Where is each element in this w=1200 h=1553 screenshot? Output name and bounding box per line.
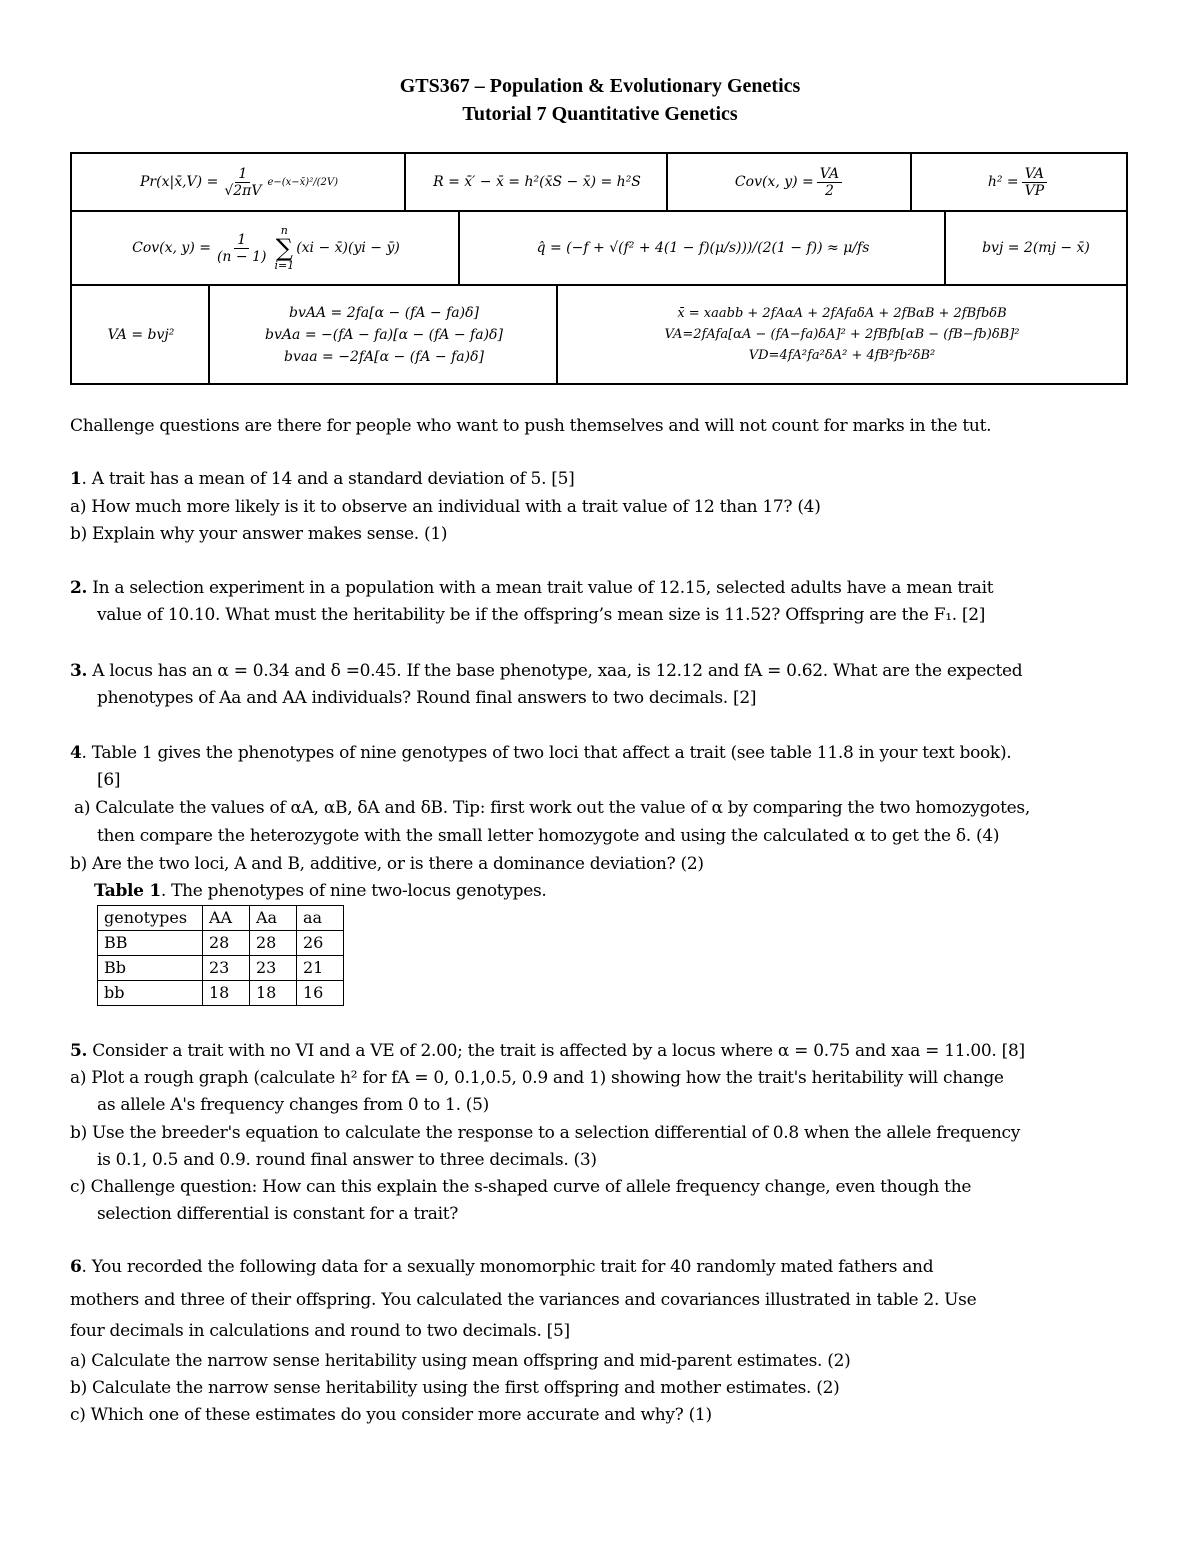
formula-row-3 bbox=[70, 284, 1128, 385]
formula-two-locus bbox=[558, 286, 1126, 383]
table-row bbox=[98, 981, 344, 1006]
table-cell: BB bbox=[98, 931, 203, 956]
table-caption bbox=[94, 881, 547, 901]
q2-line2: value of 10.10. What must the heritability be if the offspring’s mean size is 11.52? Offspring are the F₁. [2] bbox=[97, 605, 986, 625]
table-cell: 16 bbox=[297, 981, 344, 1006]
table-header-cell: Aa bbox=[250, 906, 297, 931]
formula-row-1 bbox=[70, 152, 1128, 212]
q4-a1: a) Calculate the values of αA, αB, δA and δB. Tip: first work out the value of α by comparing the two homozygotes, bbox=[74, 798, 1030, 818]
q5-stem bbox=[70, 1041, 1025, 1061]
formula-row-2 bbox=[70, 210, 1128, 286]
q6-line2: mothers and three of their offspring. You calculated the variances and covariances illustrated in table 2. Use bbox=[70, 1290, 977, 1310]
q2-line1: In a selection experiment in a population with a mean trait value of 12.15, selected adults have a mean trait bbox=[87, 578, 994, 598]
table-row bbox=[98, 931, 344, 956]
table-cell: 28 bbox=[203, 931, 250, 956]
h2-lhs: h² = bbox=[987, 174, 1019, 190]
table-header-cell: AA bbox=[203, 906, 250, 931]
q5-a1: a) Plot a rough graph (calculate h² for fA = 0, 0.1,0.5, 0.9 and 1) showing how the trait's heritability will change bbox=[70, 1068, 1004, 1088]
q5-number: 5. bbox=[70, 1041, 88, 1061]
h2-numerator: VA bbox=[1022, 166, 1047, 183]
q3-line1: A locus has an α = 0.34 and δ =0.45. If the base phenotype, xaa, is 12.12 and fA = 0.62. What are the expected bbox=[87, 661, 1023, 681]
table-row bbox=[98, 956, 344, 981]
q1-b: b) Explain why your answer makes sense. (1) bbox=[70, 524, 448, 544]
q5-a2: as allele A's frequency changes from 0 to 1. (5) bbox=[97, 1095, 489, 1115]
cov-sum-body: (xi − x̄)(yi − ȳ) bbox=[296, 240, 400, 256]
h2-fraction bbox=[1022, 166, 1048, 199]
sum-upper-limit: n bbox=[280, 224, 288, 237]
table-cell: 21 bbox=[297, 956, 344, 981]
formula-response: R = x̄′ − x̄ = h²(x̄S − x̄) = h²S bbox=[433, 174, 641, 190]
formula-breeding-value: bvj = 2(mj − x̄) bbox=[982, 240, 1090, 256]
q1-a: a) How much more likely is it to observe an individual with a trait value of 12 than 17? (4) bbox=[70, 497, 821, 517]
q1-text: . A trait has a mean of 14 and a standard deviation of 5. [5] bbox=[81, 469, 575, 489]
bv-aa: bvaa = −2fA[α − (fA − fa)δ] bbox=[284, 348, 484, 365]
q2-stem bbox=[70, 578, 993, 598]
cov-va-denominator: 2 bbox=[824, 182, 834, 199]
bv-AA: bvAA = 2fa[α − (fA − fa)δ] bbox=[289, 304, 479, 321]
q6-b: b) Calculate the narrow sense heritability using the first offspring and mother estimates. (2) bbox=[70, 1378, 840, 1398]
q5-c1: c) Challenge question: How can this explain the s-shaped curve of allele frequency change, even though the bbox=[70, 1177, 972, 1197]
prob-fraction bbox=[221, 166, 264, 199]
q1-stem bbox=[70, 469, 574, 489]
q6-stem bbox=[70, 1257, 933, 1277]
table-cell: 18 bbox=[203, 981, 250, 1006]
formula-breeding-values bbox=[210, 286, 558, 383]
q3-number: 3. bbox=[70, 661, 88, 681]
cov-sum-numerator: 1 bbox=[234, 232, 249, 249]
prob-numerator: 1 bbox=[235, 166, 250, 183]
mean-eq: x̄ = xaabb + 2fAαA + 2fAfaδA + 2fBαB + 2fBfbδB bbox=[677, 306, 1007, 321]
q4-stem bbox=[70, 743, 1011, 763]
cov-sum-lhs: Cov(x, y) = bbox=[132, 240, 211, 256]
table-cell: 18 bbox=[250, 981, 297, 1006]
formula-heritability bbox=[912, 154, 1126, 210]
q6-number: 6 bbox=[70, 1257, 82, 1277]
table-header-row bbox=[98, 906, 344, 931]
q5-c2: selection differential is constant for a trait? bbox=[97, 1204, 459, 1224]
q1-number: 1 bbox=[70, 469, 82, 489]
document-title: GTS367 – Population & Evolutionary Genetics bbox=[399, 75, 801, 97]
table-cell: Bb bbox=[98, 956, 203, 981]
formula-equilibrium: q̂ = (−f + √(f² + 4(1 − f)(μ/s)))/(2(1 − f)) ≈ μ/fs bbox=[536, 240, 870, 256]
prob-lhs: Pr(x|x̄,V) = bbox=[140, 174, 219, 190]
cov-va-lhs: Cov(x, y) = bbox=[734, 174, 814, 190]
cov-sum-denominator: (n − 1) bbox=[216, 248, 267, 265]
va-eq: VA=2fAfa[αA − (fA−fa)δA]² + 2fBfb[αB − (fB−fb)δB]² bbox=[664, 327, 1020, 342]
q4-line1: . Table 1 gives the phenotypes of nine genotypes of two loci that affect a trait (see table 11.8 in your text book). bbox=[81, 743, 1012, 763]
table-cell: 26 bbox=[297, 931, 344, 956]
h2-denominator: VP bbox=[1024, 182, 1045, 199]
prob-denominator: √2πV bbox=[224, 182, 262, 199]
table-cell: bb bbox=[98, 981, 203, 1006]
bv-Aa: bvAa = −(fA − fa)[α − (fA − fa)δ] bbox=[265, 326, 503, 343]
q6-line3: four decimals in calculations and round to two decimals. [5] bbox=[70, 1321, 570, 1341]
genotype-table bbox=[97, 905, 344, 1006]
table-cell: 28 bbox=[250, 931, 297, 956]
q4-number: 4 bbox=[70, 743, 82, 763]
prob-exponent: e−(x−x̄)²/(2V) bbox=[267, 176, 338, 188]
table-cell: 23 bbox=[203, 956, 250, 981]
formula-cov-va bbox=[668, 154, 912, 210]
formula-va-bv: VA = bvj² bbox=[107, 326, 175, 343]
q2-number: 2. bbox=[70, 578, 88, 598]
formula-probability bbox=[72, 154, 406, 210]
cov-va-numerator: VA bbox=[817, 166, 842, 183]
summation bbox=[274, 225, 294, 271]
q5-b1: b) Use the breeder's equation to calculate the response to a selection differential of 0.8 when the allele frequency bbox=[70, 1123, 1021, 1143]
cov-sum-fraction bbox=[214, 232, 269, 265]
q4-a2: then compare the heterozygote with the small letter homozygote and using the calculated α to get the δ. (4) bbox=[97, 826, 1000, 846]
q6-c: c) Which one of these estimates do you consider more accurate and why? (1) bbox=[70, 1405, 712, 1425]
table-caption-text: . The phenotypes of nine two-locus genotypes. bbox=[160, 881, 547, 901]
q5-line1: Consider a trait with no VI and a VE of 2.00; the trait is affected by a locus where α = 0.75 and xaa = 11.00. [8] bbox=[87, 1041, 1025, 1061]
sigma-icon: ∑ bbox=[275, 234, 293, 262]
sum-lower-limit: i=1 bbox=[274, 259, 295, 272]
cov-va-fraction bbox=[817, 166, 842, 199]
intro-text: Challenge questions are there for people who want to push themselves and will not count for marks in the tut. bbox=[70, 416, 992, 436]
q3-stem bbox=[70, 661, 1022, 681]
q4-b: b) Are the two loci, A and B, additive, or is there a dominance deviation? (2) bbox=[70, 854, 704, 874]
table-label: Table 1 bbox=[94, 881, 161, 901]
vd-eq: VD=4fA²fa²δA² + 4fB²fb²δB² bbox=[748, 348, 936, 363]
q5-b2: is 0.1, 0.5 and 0.9. round final answer to three decimals. (3) bbox=[97, 1150, 597, 1170]
formula-covariance-sum bbox=[72, 212, 460, 284]
q4-line2: [6] bbox=[97, 770, 121, 790]
q6-a: a) Calculate the narrow sense heritability using mean offspring and mid-parent estimates. (2) bbox=[70, 1351, 851, 1371]
q6-line1: . You recorded the following data for a sexually monomorphic trait for 40 randomly mated fathers and bbox=[81, 1257, 934, 1277]
document-subtitle: Tutorial 7 Quantitative Genetics bbox=[462, 103, 738, 125]
q3-line2: phenotypes of Aa and AA individuals? Round final answers to two decimals. [2] bbox=[97, 688, 757, 708]
table-header-cell: aa bbox=[297, 906, 344, 931]
table-header-cell: genotypes bbox=[98, 906, 203, 931]
table-cell: 23 bbox=[250, 956, 297, 981]
